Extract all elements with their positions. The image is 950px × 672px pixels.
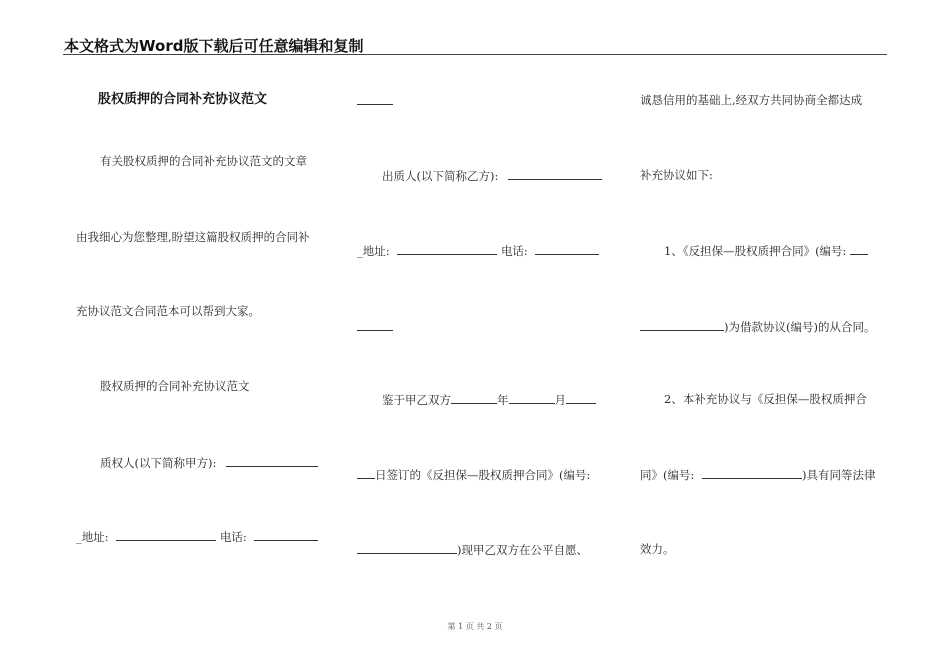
clause-1-text: 1、《反担保—股权质押合同》(编号: bbox=[664, 244, 847, 258]
section-heading: 股权质押的合同补充协议范文 bbox=[100, 379, 250, 393]
address-blank bbox=[397, 243, 497, 255]
number-blank bbox=[702, 467, 802, 479]
pledgor-line bbox=[382, 168, 602, 183]
month-label: 月 bbox=[554, 393, 566, 407]
page-number: 第 1 页 共 2 页 bbox=[447, 622, 503, 631]
phone-label: 电话: bbox=[219, 530, 247, 544]
address-blank bbox=[116, 529, 216, 541]
document-title: 股权质押的合同补充协议范文 bbox=[98, 92, 268, 107]
header-divider bbox=[63, 54, 887, 55]
paragraph-line: 效力。 bbox=[640, 542, 675, 556]
clause-1-cont-line bbox=[640, 319, 875, 334]
contract-number-blank bbox=[357, 542, 457, 554]
clause-2-cont-line bbox=[640, 467, 876, 482]
paragraph-line: 有关股权质押的合同补充协议范文的文章 bbox=[100, 154, 307, 168]
paragraph-line: 由我细心为您整理,盼望这篇股权质押的合同补 bbox=[76, 230, 310, 244]
clause-2-line: 2、本补充协议与《反担保—股权质押合 bbox=[664, 392, 867, 406]
clause-1-cont-text: )为借款协议(编号)的从合同。 bbox=[724, 320, 876, 334]
blank-line bbox=[357, 467, 375, 479]
contract-number-line bbox=[357, 542, 588, 557]
clause-1-line bbox=[664, 243, 868, 258]
clause-2-number-label: 同》(编号: bbox=[640, 468, 695, 482]
contract-line bbox=[357, 467, 590, 482]
paragraph-line: 补充协议如下: bbox=[640, 168, 713, 182]
paragraph-line: 充协议范文合同范本可以帮到大家。 bbox=[76, 304, 260, 318]
year-blank bbox=[451, 392, 497, 404]
number-blank bbox=[850, 243, 868, 255]
day-blank bbox=[566, 392, 596, 404]
paragraph-line: 诚恳信用的基础上,经双方共同协商全都达成 bbox=[640, 93, 863, 107]
phone-blank bbox=[535, 243, 599, 255]
contract-text: 日签订的《反担保—股权质押合同》(编号: bbox=[375, 468, 591, 482]
pledgee-blank bbox=[226, 455, 318, 467]
address-label: _地址: bbox=[357, 244, 390, 258]
address-phone-line bbox=[76, 529, 318, 544]
phone-label: 电话: bbox=[500, 244, 528, 258]
continuation-line bbox=[357, 319, 393, 334]
download-banner: 本文格式为Word版下载后可任意编辑和复制 bbox=[64, 37, 364, 55]
pledgee-line bbox=[100, 455, 318, 470]
month-blank bbox=[509, 392, 555, 404]
pledgor-label: 出质人(以下简称乙方): bbox=[382, 169, 499, 183]
blank-line bbox=[357, 93, 393, 105]
phone-blank bbox=[254, 529, 318, 541]
year-label: 年 bbox=[497, 393, 509, 407]
date-line bbox=[382, 392, 596, 407]
address-phone-line bbox=[357, 243, 599, 258]
number-blank bbox=[640, 319, 724, 331]
clause-2-cont-text: )具有同等法律 bbox=[802, 468, 876, 482]
blank-line bbox=[357, 319, 393, 331]
fair-text: )现甲乙双方在公平自愿、 bbox=[457, 543, 588, 557]
continuation-line bbox=[357, 93, 393, 108]
pledgee-label: 质权人(以下简称甲方): bbox=[100, 456, 217, 470]
address-label: _地址: bbox=[76, 530, 109, 544]
whereas-label: 鉴于甲乙双方 bbox=[382, 393, 451, 407]
pledgor-blank bbox=[508, 168, 602, 180]
